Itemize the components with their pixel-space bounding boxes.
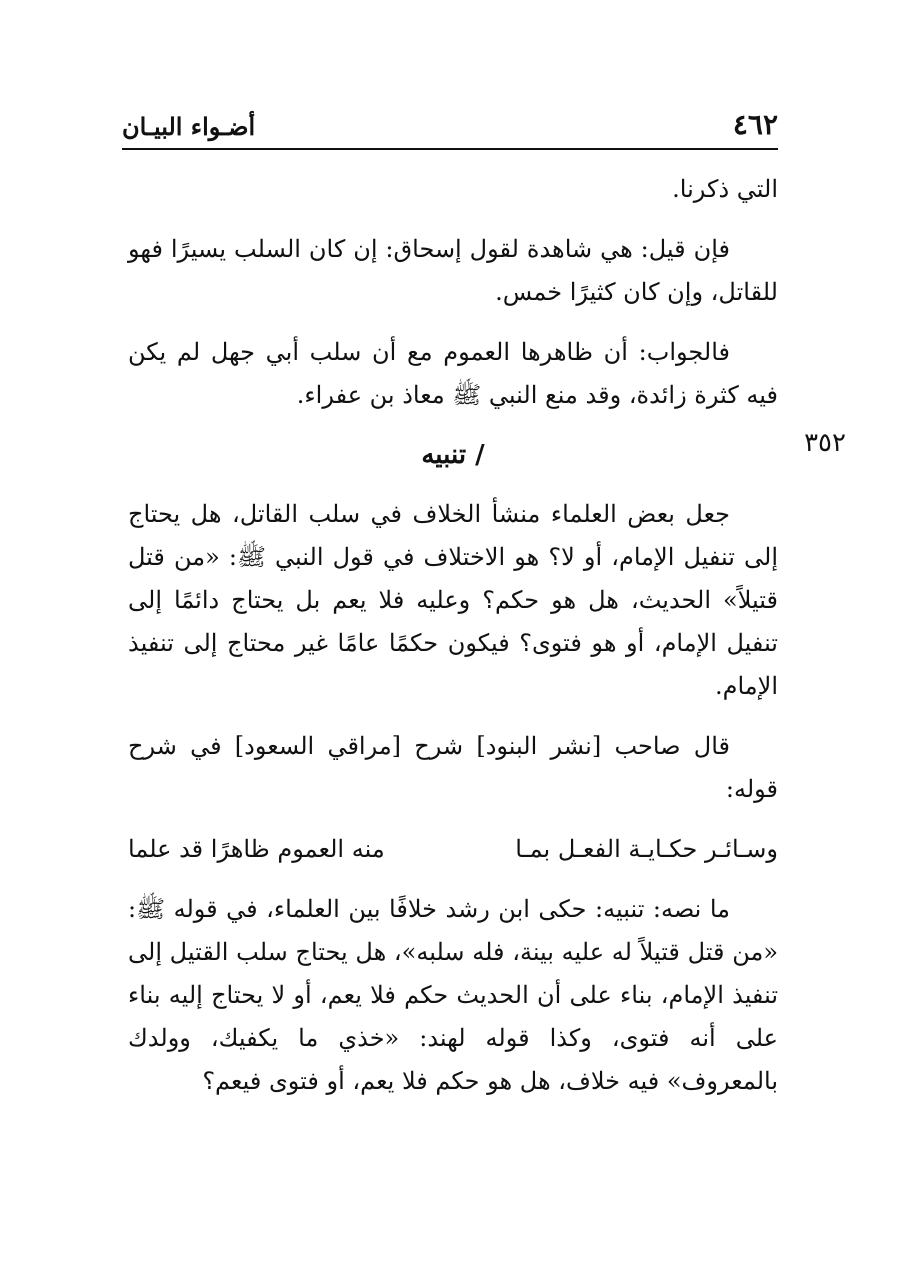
paragraph-1: التي ذكرنا. — [672, 175, 778, 203]
paragraph-2: فإن قيل: هي شاهدة لقول إسحاق: إن كان السلب يسيرًا فهو للقاتل، وإن كان كثيرًا خمس. — [128, 235, 778, 306]
body-text — [128, 168, 778, 1120]
page-header — [122, 104, 778, 150]
paragraph-6: ما نصه: تنبيه: حكى ابن رشد خلافًا بين العلماء، في قوله ﷺ: «من قتل قتيلاً له عليه بينة، فله سلبه»، هل يحتاج سلب القتيل إلى تنفيذ الإمام، بناء على أن الحديث حكم فلا يعم، أو لا يحتاج إليه بناء على أنه فتوى، وكذا قوله لهند: «خذي ما يكفيك، وولدك بالمعروف» فيه خلاف، هل هو حكم فلا يعم، أو فتوى فيعم؟ — [128, 895, 778, 1095]
verse-line — [128, 828, 778, 871]
margin-page-reference: ٣٥٢ — [804, 428, 846, 458]
verse-first-hemistich: وسـائـر حكـايـة الفعـل بمـا — [515, 835, 778, 863]
page-number: ٤٦٢ — [732, 108, 778, 141]
paragraph-4: جعل بعض العلماء منشأ الخلاف في سلب القاتل، هل يحتاج إلى تنفيل الإمام، أو لا؟ هو الاختلاف في قول النبي ﷺ: «من قتل قتيلاً» الحديث، هل هو حكم؟ وعليه فلا يعم بل يحتاج دائمًا إلى تنفيل الإمام، أو هو فتوى؟ فيكون حكمًا عامًا غير محتاج إلى تنفيذ الإمام. — [128, 500, 778, 700]
paragraph-3: فالجواب: أن ظاهرها العموم مع أن سلب أبي جهل لم يكن فيه كثرة زائدة، وقد منع النبي ﷺ معاذ بن عفراء. — [128, 338, 778, 409]
running-title: أضـواء البيـان — [122, 112, 256, 141]
verse-second-hemistich: منه العموم ظاهرًا قد علما — [128, 835, 385, 863]
paragraph-5: قال صاحب [نشر البنود] شرح [مراقي السعود] في شرح قوله: — [128, 732, 778, 803]
section-heading: / تنبيه — [421, 440, 485, 470]
